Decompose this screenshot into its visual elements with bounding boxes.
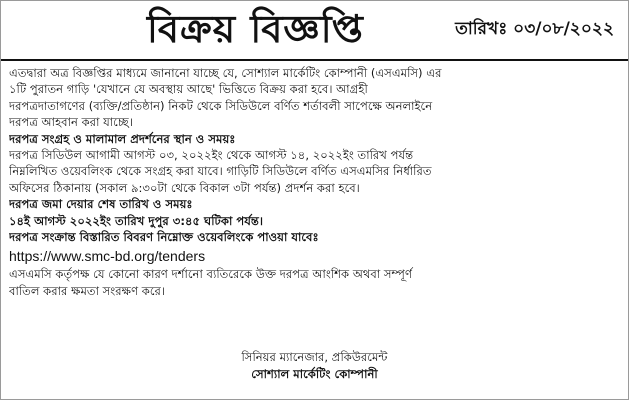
tender-url-link[interactable]: https://www.smc-bd.org/tenders bbox=[9, 248, 206, 265]
notice-body bbox=[9, 65, 619, 299]
intro-line: ১টি পুরাতন গাড়ি 'যেখানে যে অবস্থায় আছে' ভিত্তিতে বিক্রয় করা হবে। আগ্রহী bbox=[9, 82, 368, 97]
closing-line: বাতিল করার ক্ষমতা সংরক্ষণ করে। bbox=[9, 283, 166, 298]
signature-org: সোশ্যাল মার্কেটিং কোম্পানী bbox=[251, 367, 378, 381]
intro-line: দরপত্র আহবান করা যাচ্ছে। bbox=[9, 115, 133, 130]
intro-line: দরপত্রদাতাগণের (ব্যক্তি/প্রতিষ্ঠান) নিকট থেকে সিডিউলে বর্ণিত শর্তাবলী সাপেক্ষে অনলাইনে bbox=[9, 98, 433, 113]
signature-block bbox=[1, 349, 628, 383]
deadline-heading: দরপত্র জমা দেয়ার শেষ তারিখ ও সময়ঃ bbox=[9, 197, 193, 212]
intro-line: এতদ্বারা অত্র বিজ্ঞপ্তির মাধ্যমে জানানো যাচ্ছে যে, সোশ্যাল মার্কেটিং কোম্পানী (এসএমসি) এর bbox=[9, 66, 442, 80]
notice-headline: বিক্রয় বিজ্ঞপ্তি bbox=[147, 6, 364, 51]
signature-title: সিনিয়র ম্যানেজার, প্রকিউরমেন্ট bbox=[241, 350, 388, 364]
schedule-line: অফিসের ঠিকানায় (সকাল ৯:৩০টা থেকে বিকাল ৩টা পর্যন্ত) প্রদর্শন করা হবে। bbox=[9, 180, 360, 195]
schedule-line: দরপত্র সিডিউল আগামী আগস্ট ০৩, ২০২২ইং থেকে আগস্ট ১৪, ২০২২ইং তারিখ পর্যন্ত bbox=[9, 147, 414, 162]
deadline-line: ১৪ই আগস্ট ২০২২ইং তারিখ দুপুর ৩:৪৫ ঘটিকা পর্যন্ত। bbox=[9, 213, 264, 228]
notice-date: তারিখঃ ০৩/০৮/২০২২ bbox=[455, 19, 614, 39]
schedule-line: নিম্নলিখিত ওয়েবলিংক থেকে সংগ্রহ করা যাবে। গাড়িটি সিডিউলে বর্ণিত এসএমসির নির্ধারিত bbox=[9, 164, 432, 179]
schedule-heading: দরপত্র সংগ্রহ ও মালামাল প্রদর্শনের স্থান ও সময়ঃ bbox=[9, 131, 236, 146]
closing-line: এসএমসি কর্তৃপক্ষ যে কোনো কারণ দর্শানো ব্যতিরেকে উক্ত দরপত্র আংশিক অথবা সম্পূর্ণ bbox=[9, 267, 412, 282]
details-heading: দরপত্র সংক্রান্ত বিস্তারিত বিবরণ নিম্নোক্ত ওয়েবলিংকে পাওয়া যাবেঃ bbox=[9, 229, 319, 244]
notice-header bbox=[1, 1, 628, 61]
